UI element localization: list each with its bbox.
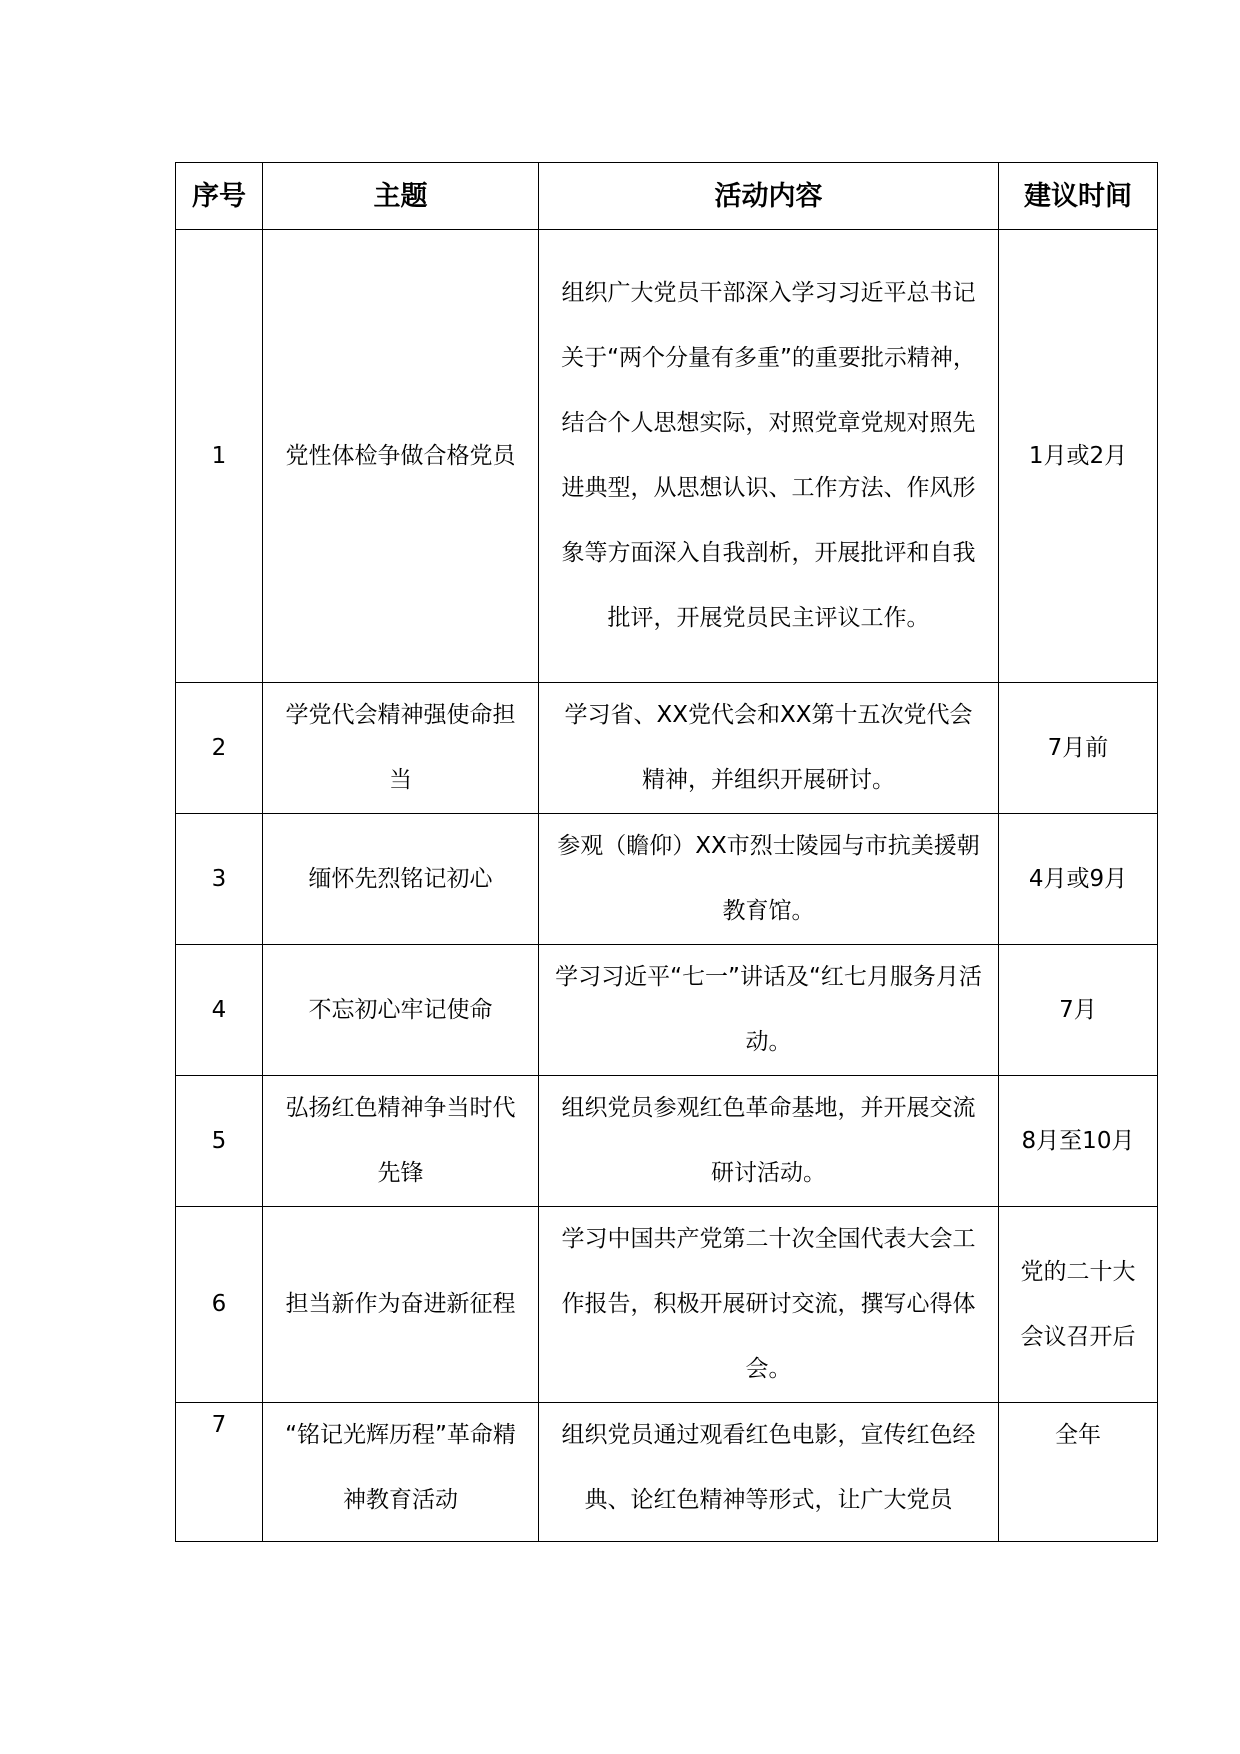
row-time: 8月至10月 — [999, 1076, 1158, 1207]
row-topic: 缅怀先烈铭记初心 — [263, 814, 539, 945]
row-content: 组织广大党员干部深入学习习近平总书记关于“两个分量有多重”的重要批示精神，结合个人思想实际，对照党章党规对照先进典型，从思想认识、工作方法、作风形象等方面深入自我剖析，开展批评和自我批评，开展党员民主评议工作。 — [539, 230, 999, 683]
header-no: 序号 — [176, 163, 263, 230]
header-content: 活动内容 — [539, 163, 999, 230]
table-row — [176, 814, 1158, 945]
row-no: 2 — [176, 683, 263, 814]
activity-plan-table — [175, 162, 1158, 1542]
row-topic: “铭记光辉历程”革命精神教育活动 — [263, 1403, 539, 1542]
header-topic: 主题 — [263, 163, 539, 230]
row-content: 参观（瞻仰）XX市烈士陵园与市抗美援朝教育馆。 — [539, 814, 999, 945]
row-topic: 弘扬红色精神争当时代先锋 — [263, 1076, 539, 1207]
table-row — [176, 1207, 1158, 1403]
row-no: 1 — [176, 230, 263, 683]
table-row — [176, 945, 1158, 1076]
row-no: 7 — [176, 1403, 263, 1542]
row-topic: 不忘初心牢记使命 — [263, 945, 539, 1076]
row-content: 学习中国共产党第二十次全国代表大会工作报告，积极开展研讨交流，撰写心得体会。 — [539, 1207, 999, 1403]
row-content: 组织党员通过观看红色电影，宣传红色经典、论红色精神等形式，让广大党员 — [539, 1403, 999, 1542]
table-row — [176, 683, 1158, 814]
table-row — [176, 1403, 1158, 1542]
row-time: 7月前 — [999, 683, 1158, 814]
row-time: 4月或9月 — [999, 814, 1158, 945]
row-no: 3 — [176, 814, 263, 945]
table-row — [176, 230, 1158, 683]
row-time: 1月或2月 — [999, 230, 1158, 683]
table-header-row — [176, 163, 1158, 230]
row-topic: 担当新作为奋进新征程 — [263, 1207, 539, 1403]
row-time: 7月 — [999, 945, 1158, 1076]
row-no: 6 — [176, 1207, 263, 1403]
row-no: 4 — [176, 945, 263, 1076]
row-time: 党的二十大会议召开后 — [999, 1207, 1158, 1403]
row-topic: 党性体检争做合格党员 — [263, 230, 539, 683]
row-content: 学习省、XX党代会和XX第十五次党代会精神，并组织开展研讨。 — [539, 683, 999, 814]
table-row — [176, 1076, 1158, 1207]
row-content: 组织党员参观红色革命基地，并开展交流研讨活动。 — [539, 1076, 999, 1207]
row-time: 全年 — [999, 1403, 1158, 1542]
row-no: 5 — [176, 1076, 263, 1207]
header-time: 建议时间 — [999, 163, 1158, 230]
row-content: 学习习近平“七一”讲话及“红七月服务月活动。 — [539, 945, 999, 1076]
row-topic: 学党代会精神强使命担当 — [263, 683, 539, 814]
